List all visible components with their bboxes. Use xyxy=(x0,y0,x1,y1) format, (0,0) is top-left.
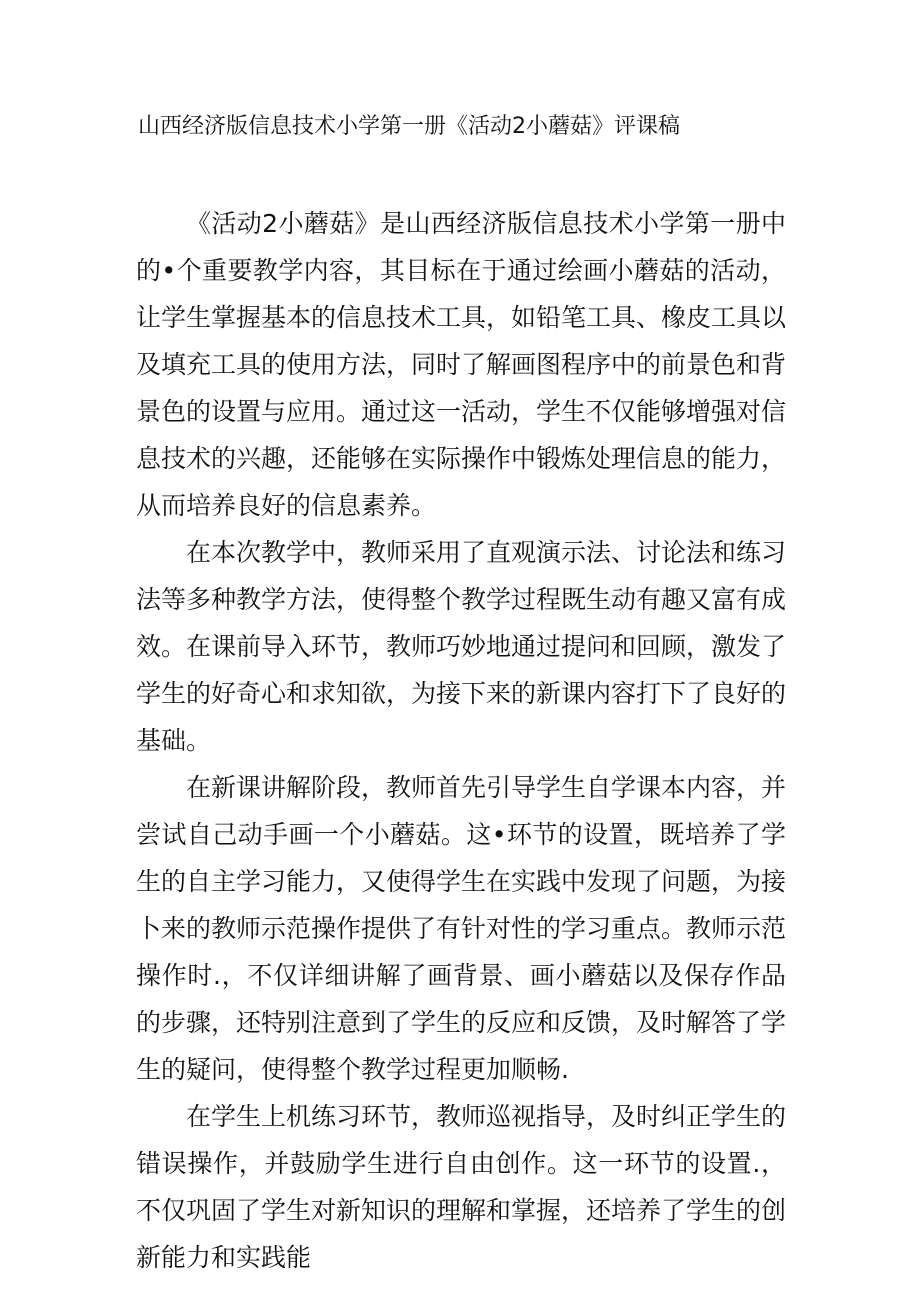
paragraph-3: 在新课讲解阶段，教师首先引导学生自学课本内容，并尝试自己动手画一个小蘑菇。这•环节的设置，既培养了学生的自主学习能力，又使得学生在实践中发现了问题，为接卜来的教师示范操作提供了有针对性的学习重点。教师示范操作时.，不仅详细讲解了画背景、画小蘑菇以及保存作品的步骤，还特别注意到了学生的反应和反馈，及时解答了学生的疑问，使得整个教学过程更加顺畅. xyxy=(136,773,787,1084)
paragraph-4: 在学生上机练习环节，教师巡视指导，及时纠正学生的错误操作，并鼓励学生进行自由创作。这一环节的设置.，不仅巩固了学生对新知识的理解和掌握，还培养了学生的创新能力和实践能 xyxy=(136,1102,787,1272)
document-body xyxy=(136,200,786,1281)
paragraph-1: 《活动2小蘑菇》是山西经济版信息技术小学第一册中的•个重要教学内容，其目标在于通过绘画小蘑菇的活动，让学生掌握基本的信息技术工具，如铅笔工具、橡皮工具以及填充工具的使用方法，同时了解画图程序中的前景色和背景色的设置与应用。通过这一活动，学生不仅能够增强对信息技术的兴趣，还能够在实际操作中锻炼处理信息的能力，从而培养良好的信息素养。 xyxy=(136,209,787,520)
document-title: 山西经济版信息技术小学第一册《活动2小蘑菇》评课稿 xyxy=(138,114,680,139)
paragraph-2: 在本次教学中，教师采用了直观演示法、讨论法和练习法等多种教学方法，使得整个教学过程既生动有趣又富有成效。在课前导入环节，教师巧妙地通过提问和回顾，激发了学生的好奇心和求知欲，为接下来的新课内容打下了良好的基础。 xyxy=(136,538,787,755)
